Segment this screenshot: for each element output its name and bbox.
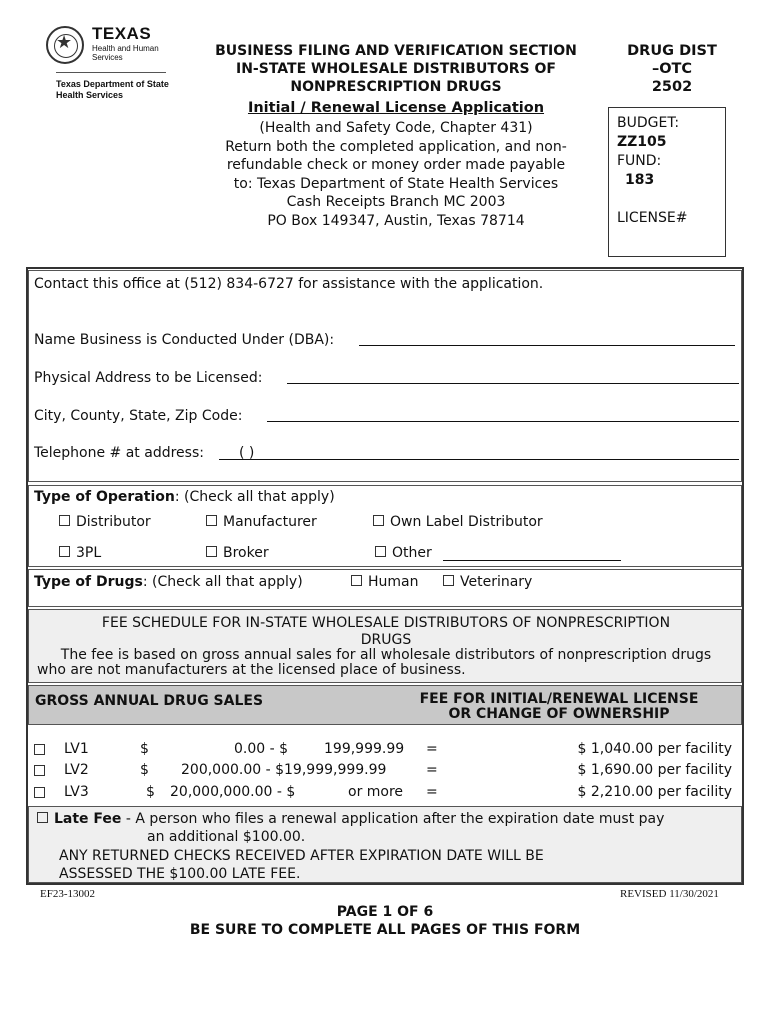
table-row[interactable]: [28, 738, 742, 759]
option-label: Broker: [223, 545, 269, 561]
operation-section: [28, 485, 742, 567]
instruction-line: (Health and Safety Code, Chapter 431): [259, 120, 533, 136]
form-subtitle: Initial / Renewal License Application: [247, 100, 545, 116]
address-field[interactable]: [287, 383, 739, 384]
city-label: City, County, State, Zip Code:: [34, 408, 243, 424]
instruction-line: Cash Receipts Branch MC 2003: [286, 194, 506, 210]
fee-amount: $ 1,690.00 per facility: [577, 762, 732, 778]
fee-equals: =: [426, 784, 438, 800]
table-row[interactable]: [28, 781, 742, 802]
fee-range-from: 0.00 - $: [234, 741, 289, 757]
fee-level: LV2: [64, 762, 89, 778]
checkbox-icon[interactable]: [59, 546, 70, 557]
fund-label: FUND:: [617, 153, 662, 169]
late-fee-text: - A person who files a renewal application after the expiration date must pay: [121, 811, 665, 827]
operation-title: Type of Operation: [34, 489, 175, 505]
option-label: Human: [368, 574, 419, 590]
option-label: Distributor: [76, 514, 151, 530]
checkbox-icon[interactable]: [59, 515, 70, 526]
fee-amount: $ 1,040.00 per facility: [577, 741, 732, 757]
checkbox-icon[interactable]: [34, 787, 45, 798]
fee-heading-line: DRUGS: [360, 632, 412, 648]
drugs-heading: [34, 573, 303, 591]
option-human[interactable]: [351, 573, 419, 591]
drug-dist-line: DRUG DIST: [627, 43, 717, 59]
checkbox-icon[interactable]: [375, 546, 386, 557]
option-label: Other: [392, 545, 432, 561]
late-fee-warning: ASSESSED THE $100.00 LATE FEE.: [59, 866, 301, 882]
col-fee: FEE FOR INITIAL/RENEWAL LICENSE: [419, 691, 699, 707]
option-own-label[interactable]: [373, 513, 543, 531]
title-line: NONPRESCRIPTION DRUGS: [290, 79, 502, 95]
fee-level: LV3: [64, 784, 89, 800]
logo-dshs: Texas Department of State Health Services: [56, 79, 169, 100]
fee-range-from: 20,000,000.00 - $: [170, 784, 296, 800]
late-fee-title: Late Fee: [54, 811, 122, 827]
drugs-section: [28, 569, 742, 607]
page-number: PAGE 1 OF 6: [336, 904, 434, 920]
fee-amount: $ 2,210.00 per facility: [577, 784, 732, 800]
fee-range-from: 200,000.00 - $19,999,999.99: [181, 762, 387, 778]
other-field[interactable]: [443, 560, 621, 561]
late-fee-section: [28, 806, 742, 883]
option-veterinary[interactable]: [443, 573, 532, 591]
phone-paren: ( ): [239, 445, 255, 461]
fee-schedule-header: [28, 609, 742, 683]
checkbox-icon[interactable]: [34, 744, 45, 755]
instruction-line: refundable check or money order made payable: [226, 157, 566, 173]
fee-range-to: or more: [348, 784, 404, 800]
fee-table: [28, 738, 742, 806]
checkbox-icon[interactable]: [443, 575, 454, 586]
form-id: EF23-13002: [40, 888, 95, 900]
fee-equals: =: [426, 741, 438, 757]
option-manufacturer[interactable]: [206, 513, 317, 531]
title-line: BUSINESS FILING AND VERIFICATION SECTION: [215, 43, 577, 59]
revised-date: REVISED 11/30/2021: [620, 888, 719, 900]
late-fee-warning: ANY RETURNED CHECKS RECEIVED AFTER EXPIRATION DATE WILL BE: [59, 848, 544, 864]
completion-notice: BE SURE TO COMPLETE ALL PAGES OF THIS FORM: [189, 922, 581, 938]
checkbox-icon[interactable]: [206, 546, 217, 557]
fee-desc-line: The fee is based on gross annual sales for all wholesale distributors of nonprescription drugs: [60, 647, 712, 663]
option-distributor[interactable]: [59, 513, 151, 531]
option-label: 3PL: [76, 545, 102, 561]
header-instructions: [196, 119, 596, 230]
title-line: IN-STATE WHOLESALE DISTRIBUTORS OF: [236, 61, 556, 77]
table-row[interactable]: [28, 759, 742, 780]
fee-dollar: $: [140, 741, 149, 757]
operation-heading: [34, 488, 335, 506]
city-field[interactable]: [267, 421, 739, 422]
fee-heading-line: FEE SCHEDULE FOR IN-STATE WHOLESALE DISTRIBUTORS OF NONPRESCRIPTION: [101, 615, 671, 631]
budget-label: BUDGET:: [617, 115, 680, 131]
col-fee: OR CHANGE OF OWNERSHIP: [448, 706, 670, 722]
checkbox-icon[interactable]: [37, 812, 48, 823]
checkbox-icon[interactable]: [373, 515, 384, 526]
instruction-line: PO Box 149347, Austin, Texas 78714: [267, 212, 525, 229]
drug-dist-line: –OTC: [651, 61, 693, 77]
license-label: LICENSE#: [617, 210, 688, 226]
operation-note: : (Check all that apply): [174, 489, 335, 505]
fee-desc-line: who are not manufacturers at the licensed place of business.: [37, 662, 466, 678]
drugs-note: : (Check all that apply): [142, 574, 303, 590]
phone-field[interactable]: [219, 459, 739, 460]
instruction-line: Return both the completed application, and non-: [225, 138, 567, 155]
option-label: Veterinary: [460, 574, 533, 590]
option-broker[interactable]: [206, 544, 269, 562]
logo-divider: [56, 72, 166, 73]
drug-dist-line: 2502: [651, 79, 693, 95]
option-3pl[interactable]: [59, 544, 101, 562]
fee-table-header: [28, 685, 742, 725]
option-label: Manufacturer: [223, 514, 317, 530]
option-other[interactable]: [375, 544, 432, 562]
checkbox-icon[interactable]: [34, 765, 45, 776]
phone-label: Telephone # at address:: [34, 445, 204, 461]
dba-label: Name Business is Conducted Under (DBA):: [34, 332, 335, 348]
drug-dist-code: [612, 42, 732, 96]
dba-field[interactable]: [359, 345, 735, 346]
fee-level: LV1: [64, 741, 89, 757]
fee-dollar: $: [140, 762, 149, 778]
address-label: Physical Address to be Licensed:: [34, 370, 263, 386]
fund-value: 183: [625, 172, 655, 188]
logo-texas: TEXAS: [92, 24, 152, 43]
fee-dollar: $: [146, 784, 155, 800]
drugs-title: Type of Drugs: [34, 574, 143, 590]
texas-hhs-logo: [42, 22, 172, 102]
logo-hhs: Health and Human Services: [92, 44, 159, 62]
fee-range-to: 199,999.99: [324, 741, 405, 757]
fee-equals: =: [426, 762, 438, 778]
budget-value: ZZ105: [617, 134, 667, 150]
late-fee-text: an additional $100.00.: [147, 829, 306, 845]
budget-box: [608, 107, 726, 257]
instruction-line: to: Texas Department of State Health Services: [233, 175, 559, 192]
col-gross-sales: GROSS ANNUAL DRUG SALES: [35, 693, 264, 709]
late-fee-line: [37, 810, 664, 828]
contact-text: Contact this office at (512) 834-6727 for assistance with the application.: [34, 276, 544, 292]
star-icon: ★: [56, 32, 73, 53]
form-title: [186, 42, 606, 96]
checkbox-icon[interactable]: [351, 575, 362, 586]
checkbox-icon[interactable]: [206, 515, 217, 526]
contact-section: [28, 270, 742, 482]
option-label: Own Label Distributor: [390, 514, 543, 530]
